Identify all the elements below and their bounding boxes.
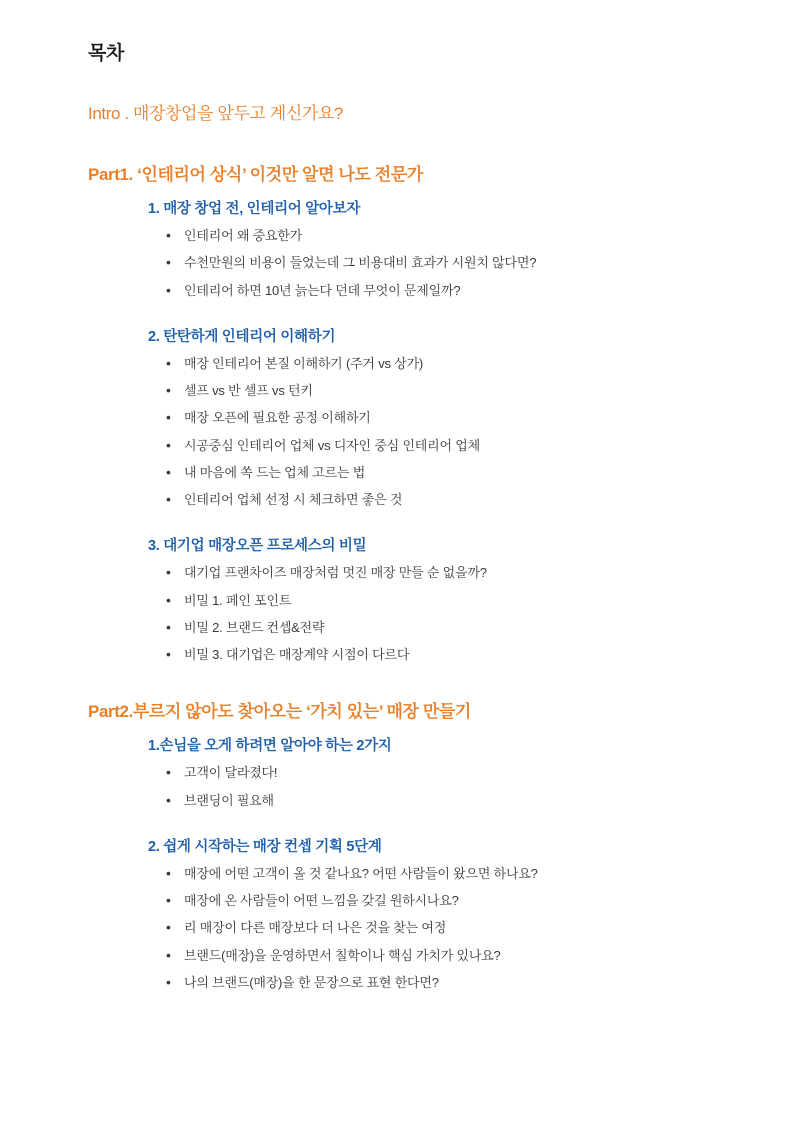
list-item: • 비밀 2. 브랜드 컨셉&전략: [166, 620, 734, 636]
section-title: 1.손님을 오게 하려면 알아야 하는 2가지: [148, 738, 392, 755]
list-item: • 수천만원의 비용이 들었는데 그 비용대비 효과가 시원치 않다면?: [166, 255, 734, 271]
list-item: • 매장 인테리어 본질 이해하기 (주거 vs 상가): [166, 356, 734, 372]
list-item: • 고객이 달라졌다!: [166, 765, 734, 781]
list-item: • 브랜드(매장)을 운영하면서 칠학이나 핵심 가치가 있나요?: [166, 948, 734, 964]
bullet-list: [148, 866, 734, 991]
list-item: • 인테리어 업체 선정 시 체크하면 좋은 것: [166, 492, 734, 508]
list-item: • 매장에 온 사람들이 어떤 느낌을 갖길 원하시나요?: [166, 893, 734, 909]
list-item: • 나의 브랜드(매장)을 한 문장으로 표현 한다면?: [166, 975, 734, 991]
section-1-1: [88, 197, 734, 299]
section-title: 1. 매장 창업 전, 인테리어 알아보자: [148, 201, 361, 217]
list-item: • 셀프 vs 반 셀프 vs 턴키: [166, 383, 734, 399]
part-heading-1: Part1. ‘인테리어 상식’ 이것만 알면 나도 전문가: [88, 165, 423, 184]
part-heading-2: Part2.부르지 않아도 찾아오는 ‘가치 있는’ 매장 만들기: [88, 702, 471, 722]
list-item: • 대기업 프랜차이즈 매장처럼 멋진 매장 만들 순 없을까?: [166, 565, 734, 581]
list-item: • 인테리어 왜 중요한가: [166, 228, 734, 244]
list-item: • 인테리어 하면 10년 늙는다 던데 무엇이 문제일까?: [166, 283, 734, 299]
list-item: • 리 매장이 다른 매장보다 더 나은 것을 찾는 여정: [166, 920, 734, 936]
intro-heading: Intro . 매장창업을 앞두고 계신가요?: [88, 104, 343, 123]
bullet-list: [148, 228, 734, 299]
page-title: 목차: [88, 43, 125, 64]
list-item: • 매장에 어떤 고객이 올 것 같나요? 어떤 사람들이 왔으면 하나요?: [166, 866, 734, 882]
section-2-2: [88, 835, 734, 991]
section-title: 3. 대기업 매장오픈 프로세스의 비밀: [148, 538, 367, 555]
section-title: 2. 쉽게 시작하는 매장 컨셉 기획 5단계: [148, 838, 382, 855]
section-2-1: [88, 734, 734, 809]
part-block-1: [88, 160, 734, 663]
section-1-3: [88, 534, 734, 663]
bullet-list: [148, 565, 734, 663]
part-block-2: [88, 697, 734, 991]
list-item: • 브랜딩이 필요해: [166, 793, 734, 809]
section-1-2: [88, 325, 734, 509]
section-title: 2. 탄탄하게 인테리어 이해하기: [148, 328, 336, 345]
list-item: • 매장 오픈에 필요한 공정 이해하기: [166, 410, 734, 426]
list-item: • 비밀 3. 대기업은 매장계약 시점이 다르다: [166, 647, 734, 663]
bullet-list: [148, 765, 734, 809]
list-item: • 시공중심 인테리어 업체 vs 디자인 중심 인테리어 업체: [166, 438, 734, 454]
list-item: • 비밀 1. 페인 포인트: [166, 593, 734, 609]
bullet-list: [148, 356, 734, 509]
list-item: • 내 마음에 쏙 드는 업체 고르는 법: [166, 465, 734, 481]
